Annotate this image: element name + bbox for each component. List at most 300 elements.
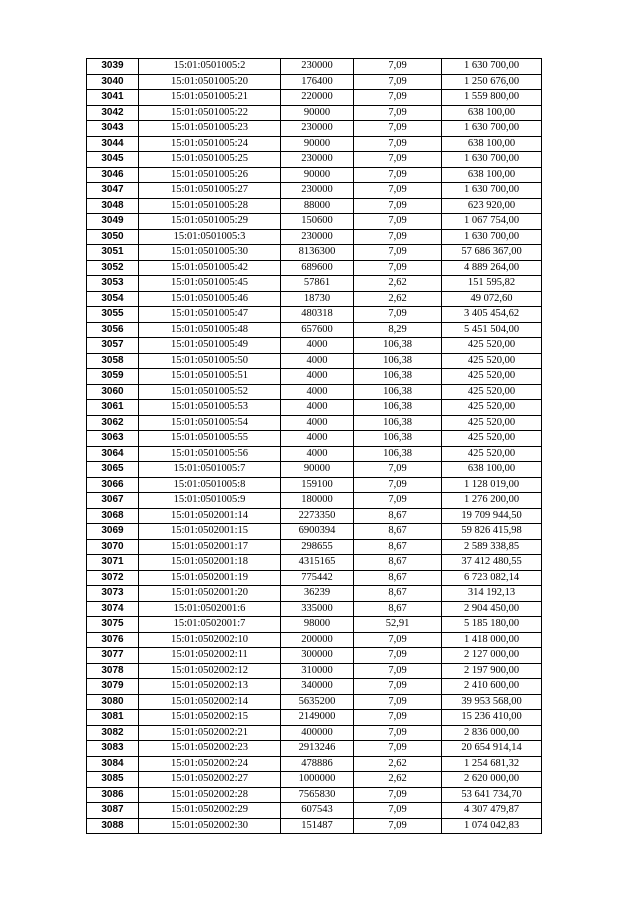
- rate-cell: 106,38: [354, 431, 442, 447]
- area-cell: 480318: [281, 307, 354, 323]
- row-number-cell: 3084: [87, 756, 139, 772]
- area-cell: 775442: [281, 570, 354, 586]
- rate-cell: 7,09: [354, 245, 442, 261]
- value-cell: 19 709 944,50: [442, 508, 542, 524]
- row-number-cell: 3059: [87, 369, 139, 385]
- table-row: [87, 121, 542, 137]
- rate-cell: 7,09: [354, 59, 442, 75]
- value-cell: 425 520,00: [442, 431, 542, 447]
- value-cell: 1 559 800,00: [442, 90, 542, 106]
- row-number-cell: 3067: [87, 493, 139, 509]
- cadastral-number-cell: 15:01:0501005:49: [139, 338, 281, 354]
- rate-cell: 7,09: [354, 710, 442, 726]
- area-cell: 2273350: [281, 508, 354, 524]
- value-cell: 53 641 734,70: [442, 787, 542, 803]
- row-number-cell: 3051: [87, 245, 139, 261]
- rate-cell: 7,09: [354, 725, 442, 741]
- table-row: [87, 710, 542, 726]
- rate-cell: 7,09: [354, 198, 442, 214]
- rate-cell: 2,62: [354, 291, 442, 307]
- value-cell: 425 520,00: [442, 446, 542, 462]
- value-cell: 6 723 082,14: [442, 570, 542, 586]
- rate-cell: 8,67: [354, 601, 442, 617]
- rate-cell: 7,09: [354, 307, 442, 323]
- area-cell: 657600: [281, 322, 354, 338]
- area-cell: 18730: [281, 291, 354, 307]
- cadastral-number-cell: 15:01:0502001:19: [139, 570, 281, 586]
- row-number-cell: 3069: [87, 524, 139, 540]
- table-row: [87, 632, 542, 648]
- cadastral-number-cell: 15:01:0501005:3: [139, 229, 281, 245]
- rate-cell: 7,09: [354, 152, 442, 168]
- area-cell: 8136300: [281, 245, 354, 261]
- value-cell: 59 826 415,98: [442, 524, 542, 540]
- table-row: [87, 663, 542, 679]
- row-number-cell: 3080: [87, 694, 139, 710]
- value-cell: 2 589 338,85: [442, 539, 542, 555]
- cadastral-number-cell: 15:01:0502002:14: [139, 694, 281, 710]
- rate-cell: 7,09: [354, 121, 442, 137]
- row-number-cell: 3044: [87, 136, 139, 152]
- rate-cell: 7,09: [354, 632, 442, 648]
- row-number-cell: 3068: [87, 508, 139, 524]
- row-number-cell: 3050: [87, 229, 139, 245]
- value-cell: 4 307 479,87: [442, 803, 542, 819]
- rate-cell: 7,09: [354, 136, 442, 152]
- value-cell: 49 072,60: [442, 291, 542, 307]
- table-row: [87, 369, 542, 385]
- area-cell: 340000: [281, 679, 354, 695]
- value-cell: 1 128 019,00: [442, 477, 542, 493]
- area-cell: 230000: [281, 152, 354, 168]
- rate-cell: 7,09: [354, 818, 442, 834]
- table-row: [87, 276, 542, 292]
- cadastral-number-cell: 15:01:0502001:14: [139, 508, 281, 524]
- value-cell: 1 630 700,00: [442, 121, 542, 137]
- row-number-cell: 3049: [87, 214, 139, 230]
- area-cell: 689600: [281, 260, 354, 276]
- cadastral-number-cell: 15:01:0501005:2: [139, 59, 281, 75]
- rate-cell: 7,09: [354, 493, 442, 509]
- cadastral-number-cell: 15:01:0501005:23: [139, 121, 281, 137]
- row-number-cell: 3075: [87, 617, 139, 633]
- value-cell: 1 276 200,00: [442, 493, 542, 509]
- rate-cell: 106,38: [354, 415, 442, 431]
- value-cell: 2 836 000,00: [442, 725, 542, 741]
- row-number-cell: 3041: [87, 90, 139, 106]
- rate-cell: 7,09: [354, 90, 442, 106]
- table-row: [87, 167, 542, 183]
- area-cell: 230000: [281, 229, 354, 245]
- cadastral-number-cell: 15:01:0501005:47: [139, 307, 281, 323]
- table-row: [87, 586, 542, 602]
- area-cell: 1000000: [281, 772, 354, 788]
- cadastral-number-cell: 15:01:0502002:24: [139, 756, 281, 772]
- row-number-cell: 3060: [87, 384, 139, 400]
- table-row: [87, 725, 542, 741]
- cadastral-number-cell: 15:01:0501005:7: [139, 462, 281, 478]
- table-row: [87, 818, 542, 834]
- row-number-cell: 3054: [87, 291, 139, 307]
- cadastral-number-cell: 15:01:0502002:15: [139, 710, 281, 726]
- area-cell: 90000: [281, 462, 354, 478]
- area-cell: 6900394: [281, 524, 354, 540]
- area-cell: 4000: [281, 431, 354, 447]
- cadastral-number-cell: 15:01:0501005:25: [139, 152, 281, 168]
- table-row: [87, 601, 542, 617]
- table-row: [87, 183, 542, 199]
- row-number-cell: 3040: [87, 74, 139, 90]
- cadastral-number-cell: 15:01:0502002:23: [139, 741, 281, 757]
- row-number-cell: 3052: [87, 260, 139, 276]
- cadastral-number-cell: 15:01:0502002:29: [139, 803, 281, 819]
- value-cell: 20 654 914,14: [442, 741, 542, 757]
- table-row: [87, 493, 542, 509]
- rate-cell: 8,67: [354, 570, 442, 586]
- area-cell: 4000: [281, 446, 354, 462]
- value-cell: 1 630 700,00: [442, 152, 542, 168]
- cadastral-number-cell: 15:01:0501005:42: [139, 260, 281, 276]
- cadastral-number-cell: 15:01:0502002:27: [139, 772, 281, 788]
- table-row: [87, 400, 542, 416]
- table-row: [87, 353, 542, 369]
- value-cell: 15 236 410,00: [442, 710, 542, 726]
- value-cell: 2 127 000,00: [442, 648, 542, 664]
- cadastral-number-cell: 15:01:0502002:13: [139, 679, 281, 695]
- cadastral-number-cell: 15:01:0502001:17: [139, 539, 281, 555]
- table-row: [87, 539, 542, 555]
- table-row: [87, 648, 542, 664]
- value-cell: 1 074 042,83: [442, 818, 542, 834]
- table-row: [87, 291, 542, 307]
- area-cell: 88000: [281, 198, 354, 214]
- rate-cell: 8,29: [354, 322, 442, 338]
- area-cell: 4000: [281, 400, 354, 416]
- row-number-cell: 3088: [87, 818, 139, 834]
- rate-cell: 8,67: [354, 586, 442, 602]
- table-row: [87, 384, 542, 400]
- table-row: [87, 679, 542, 695]
- row-number-cell: 3078: [87, 663, 139, 679]
- value-cell: 37 412 480,55: [442, 555, 542, 571]
- row-number-cell: 3058: [87, 353, 139, 369]
- row-number-cell: 3082: [87, 725, 139, 741]
- rate-cell: 2,62: [354, 772, 442, 788]
- row-number-cell: 3053: [87, 276, 139, 292]
- area-cell: 335000: [281, 601, 354, 617]
- cadastral-number-cell: 15:01:0501005:21: [139, 90, 281, 106]
- row-number-cell: 3055: [87, 307, 139, 323]
- rate-cell: 7,09: [354, 260, 442, 276]
- area-cell: 4000: [281, 338, 354, 354]
- area-cell: 4000: [281, 415, 354, 431]
- row-number-cell: 3083: [87, 741, 139, 757]
- area-cell: 230000: [281, 121, 354, 137]
- row-number-cell: 3081: [87, 710, 139, 726]
- cadastral-number-cell: 15:01:0501005:28: [139, 198, 281, 214]
- area-cell: 36239: [281, 586, 354, 602]
- cadastral-number-cell: 15:01:0501005:29: [139, 214, 281, 230]
- value-cell: 1 067 754,00: [442, 214, 542, 230]
- cadastral-number-cell: 15:01:0501005:45: [139, 276, 281, 292]
- cadastral-number-cell: 15:01:0502002:28: [139, 787, 281, 803]
- area-cell: 400000: [281, 725, 354, 741]
- cadastral-number-cell: 15:01:0502001:6: [139, 601, 281, 617]
- table-row: [87, 198, 542, 214]
- row-number-cell: 3087: [87, 803, 139, 819]
- row-number-cell: 3061: [87, 400, 139, 416]
- table-row: [87, 570, 542, 586]
- value-cell: 425 520,00: [442, 400, 542, 416]
- area-cell: 4000: [281, 384, 354, 400]
- value-cell: 39 953 568,00: [442, 694, 542, 710]
- table-row: [87, 229, 542, 245]
- value-cell: 425 520,00: [442, 415, 542, 431]
- area-cell: 478886: [281, 756, 354, 772]
- row-number-cell: 3048: [87, 198, 139, 214]
- value-cell: 2 904 450,00: [442, 601, 542, 617]
- table-row: [87, 741, 542, 757]
- area-cell: 200000: [281, 632, 354, 648]
- row-number-cell: 3073: [87, 586, 139, 602]
- cadastral-number-cell: 15:01:0501005:55: [139, 431, 281, 447]
- rate-cell: 2,62: [354, 276, 442, 292]
- table-row: [87, 524, 542, 540]
- cadastral-number-cell: 15:01:0501005:20: [139, 74, 281, 90]
- table-row: [87, 307, 542, 323]
- row-number-cell: 3077: [87, 648, 139, 664]
- table-row: [87, 59, 542, 75]
- table-row: [87, 803, 542, 819]
- table-row: [87, 431, 542, 447]
- row-number-cell: 3072: [87, 570, 139, 586]
- area-cell: 300000: [281, 648, 354, 664]
- table-row: [87, 756, 542, 772]
- cadastral-number-cell: 15:01:0502001:15: [139, 524, 281, 540]
- area-cell: 159100: [281, 477, 354, 493]
- rate-cell: 8,67: [354, 508, 442, 524]
- area-cell: 90000: [281, 167, 354, 183]
- rate-cell: 7,09: [354, 183, 442, 199]
- cadastral-value-table: [86, 58, 542, 834]
- value-cell: 1 250 676,00: [442, 74, 542, 90]
- value-cell: 425 520,00: [442, 369, 542, 385]
- rate-cell: 7,09: [354, 462, 442, 478]
- table-row: [87, 446, 542, 462]
- area-cell: 4000: [281, 369, 354, 385]
- row-number-cell: 3063: [87, 431, 139, 447]
- value-cell: 1 630 700,00: [442, 59, 542, 75]
- rate-cell: 106,38: [354, 384, 442, 400]
- row-number-cell: 3045: [87, 152, 139, 168]
- rate-cell: 2,62: [354, 756, 442, 772]
- row-number-cell: 3070: [87, 539, 139, 555]
- row-number-cell: 3074: [87, 601, 139, 617]
- area-cell: 220000: [281, 90, 354, 106]
- value-cell: 5 451 504,00: [442, 322, 542, 338]
- cadastral-number-cell: 15:01:0502002:10: [139, 632, 281, 648]
- cadastral-number-cell: 15:01:0501005:26: [139, 167, 281, 183]
- table-row: [87, 772, 542, 788]
- cadastral-number-cell: 15:01:0502002:30: [139, 818, 281, 834]
- value-cell: 638 100,00: [442, 136, 542, 152]
- rate-cell: 7,09: [354, 679, 442, 695]
- table-row: [87, 105, 542, 121]
- cadastral-number-cell: 15:01:0501005:48: [139, 322, 281, 338]
- cadastral-number-cell: 15:01:0501005:9: [139, 493, 281, 509]
- value-cell: 638 100,00: [442, 105, 542, 121]
- area-cell: 4000: [281, 353, 354, 369]
- area-cell: 2913246: [281, 741, 354, 757]
- table-row: [87, 136, 542, 152]
- row-number-cell: 3071: [87, 555, 139, 571]
- value-cell: 1 630 700,00: [442, 183, 542, 199]
- cadastral-number-cell: 15:01:0502001:18: [139, 555, 281, 571]
- table-row: [87, 617, 542, 633]
- value-cell: 623 920,00: [442, 198, 542, 214]
- cadastral-number-cell: 15:01:0501005:46: [139, 291, 281, 307]
- row-number-cell: 3057: [87, 338, 139, 354]
- rate-cell: 106,38: [354, 446, 442, 462]
- cadastral-number-cell: 15:01:0501005:56: [139, 446, 281, 462]
- table-row: [87, 260, 542, 276]
- row-number-cell: 3046: [87, 167, 139, 183]
- value-cell: 3 405 454,62: [442, 307, 542, 323]
- rate-cell: 8,67: [354, 555, 442, 571]
- row-number-cell: 3039: [87, 59, 139, 75]
- cadastral-number-cell: 15:01:0502002:21: [139, 725, 281, 741]
- cadastral-number-cell: 15:01:0501005:22: [139, 105, 281, 121]
- table-row: [87, 508, 542, 524]
- area-cell: 4315165: [281, 555, 354, 571]
- value-cell: 314 192,13: [442, 586, 542, 602]
- area-cell: 180000: [281, 493, 354, 509]
- rate-cell: 7,09: [354, 803, 442, 819]
- row-number-cell: 3086: [87, 787, 139, 803]
- cadastral-number-cell: 15:01:0501005:27: [139, 183, 281, 199]
- area-cell: 607543: [281, 803, 354, 819]
- row-number-cell: 3085: [87, 772, 139, 788]
- area-cell: 151487: [281, 818, 354, 834]
- area-cell: 90000: [281, 105, 354, 121]
- rate-cell: 7,09: [354, 663, 442, 679]
- rate-cell: 7,09: [354, 167, 442, 183]
- rate-cell: 52,91: [354, 617, 442, 633]
- table-row: [87, 787, 542, 803]
- rate-cell: 7,09: [354, 229, 442, 245]
- cadastral-number-cell: 15:01:0501005:8: [139, 477, 281, 493]
- cadastral-number-cell: 15:01:0502002:12: [139, 663, 281, 679]
- value-cell: 425 520,00: [442, 384, 542, 400]
- cadastral-number-cell: 15:01:0501005:51: [139, 369, 281, 385]
- rate-cell: 7,09: [354, 694, 442, 710]
- cadastral-number-cell: 15:01:0501005:24: [139, 136, 281, 152]
- table-row: [87, 694, 542, 710]
- table-row: [87, 245, 542, 261]
- value-cell: 2 197 900,00: [442, 663, 542, 679]
- area-cell: 7565830: [281, 787, 354, 803]
- rate-cell: 7,09: [354, 74, 442, 90]
- row-number-cell: 3065: [87, 462, 139, 478]
- value-cell: 151 595,82: [442, 276, 542, 292]
- table-row: [87, 74, 542, 90]
- rate-cell: 7,09: [354, 741, 442, 757]
- row-number-cell: 3043: [87, 121, 139, 137]
- table-row: [87, 322, 542, 338]
- value-cell: 2 410 600,00: [442, 679, 542, 695]
- cadastral-number-cell: 15:01:0501005:54: [139, 415, 281, 431]
- table-body: [87, 59, 542, 834]
- rate-cell: 106,38: [354, 353, 442, 369]
- value-cell: 425 520,00: [442, 338, 542, 354]
- table-row: [87, 214, 542, 230]
- value-cell: 57 686 367,00: [442, 245, 542, 261]
- rate-cell: 106,38: [354, 400, 442, 416]
- area-cell: 310000: [281, 663, 354, 679]
- rate-cell: 7,09: [354, 214, 442, 230]
- rate-cell: 106,38: [354, 338, 442, 354]
- table-row: [87, 152, 542, 168]
- value-cell: 1 254 681,32: [442, 756, 542, 772]
- value-cell: 638 100,00: [442, 167, 542, 183]
- rate-cell: 7,09: [354, 477, 442, 493]
- cadastral-number-cell: 15:01:0501005:50: [139, 353, 281, 369]
- rate-cell: 7,09: [354, 787, 442, 803]
- table-row: [87, 338, 542, 354]
- rate-cell: 106,38: [354, 369, 442, 385]
- value-cell: 5 185 180,00: [442, 617, 542, 633]
- area-cell: 57861: [281, 276, 354, 292]
- row-number-cell: 3064: [87, 446, 139, 462]
- rate-cell: 7,09: [354, 648, 442, 664]
- value-cell: 1 418 000,00: [442, 632, 542, 648]
- area-cell: 98000: [281, 617, 354, 633]
- table-row: [87, 90, 542, 106]
- row-number-cell: 3076: [87, 632, 139, 648]
- cadastral-number-cell: 15:01:0501005:30: [139, 245, 281, 261]
- value-cell: 1 630 700,00: [442, 229, 542, 245]
- table-row: [87, 415, 542, 431]
- row-number-cell: 3042: [87, 105, 139, 121]
- table-row: [87, 462, 542, 478]
- area-cell: 230000: [281, 183, 354, 199]
- area-cell: 2149000: [281, 710, 354, 726]
- area-cell: 150600: [281, 214, 354, 230]
- cadastral-number-cell: 15:01:0501005:53: [139, 400, 281, 416]
- value-cell: 425 520,00: [442, 353, 542, 369]
- row-number-cell: 3066: [87, 477, 139, 493]
- rate-cell: 8,67: [354, 524, 442, 540]
- value-cell: 2 620 000,00: [442, 772, 542, 788]
- area-cell: 5635200: [281, 694, 354, 710]
- area-cell: 90000: [281, 136, 354, 152]
- cadastral-number-cell: 15:01:0502002:11: [139, 648, 281, 664]
- table-row: [87, 555, 542, 571]
- area-cell: 230000: [281, 59, 354, 75]
- cadastral-number-cell: 15:01:0502001:7: [139, 617, 281, 633]
- row-number-cell: 3079: [87, 679, 139, 695]
- rate-cell: 8,67: [354, 539, 442, 555]
- value-cell: 638 100,00: [442, 462, 542, 478]
- row-number-cell: 3047: [87, 183, 139, 199]
- row-number-cell: 3062: [87, 415, 139, 431]
- area-cell: 298655: [281, 539, 354, 555]
- cadastral-number-cell: 15:01:0501005:52: [139, 384, 281, 400]
- row-number-cell: 3056: [87, 322, 139, 338]
- area-cell: 176400: [281, 74, 354, 90]
- table-row: [87, 477, 542, 493]
- rate-cell: 7,09: [354, 105, 442, 121]
